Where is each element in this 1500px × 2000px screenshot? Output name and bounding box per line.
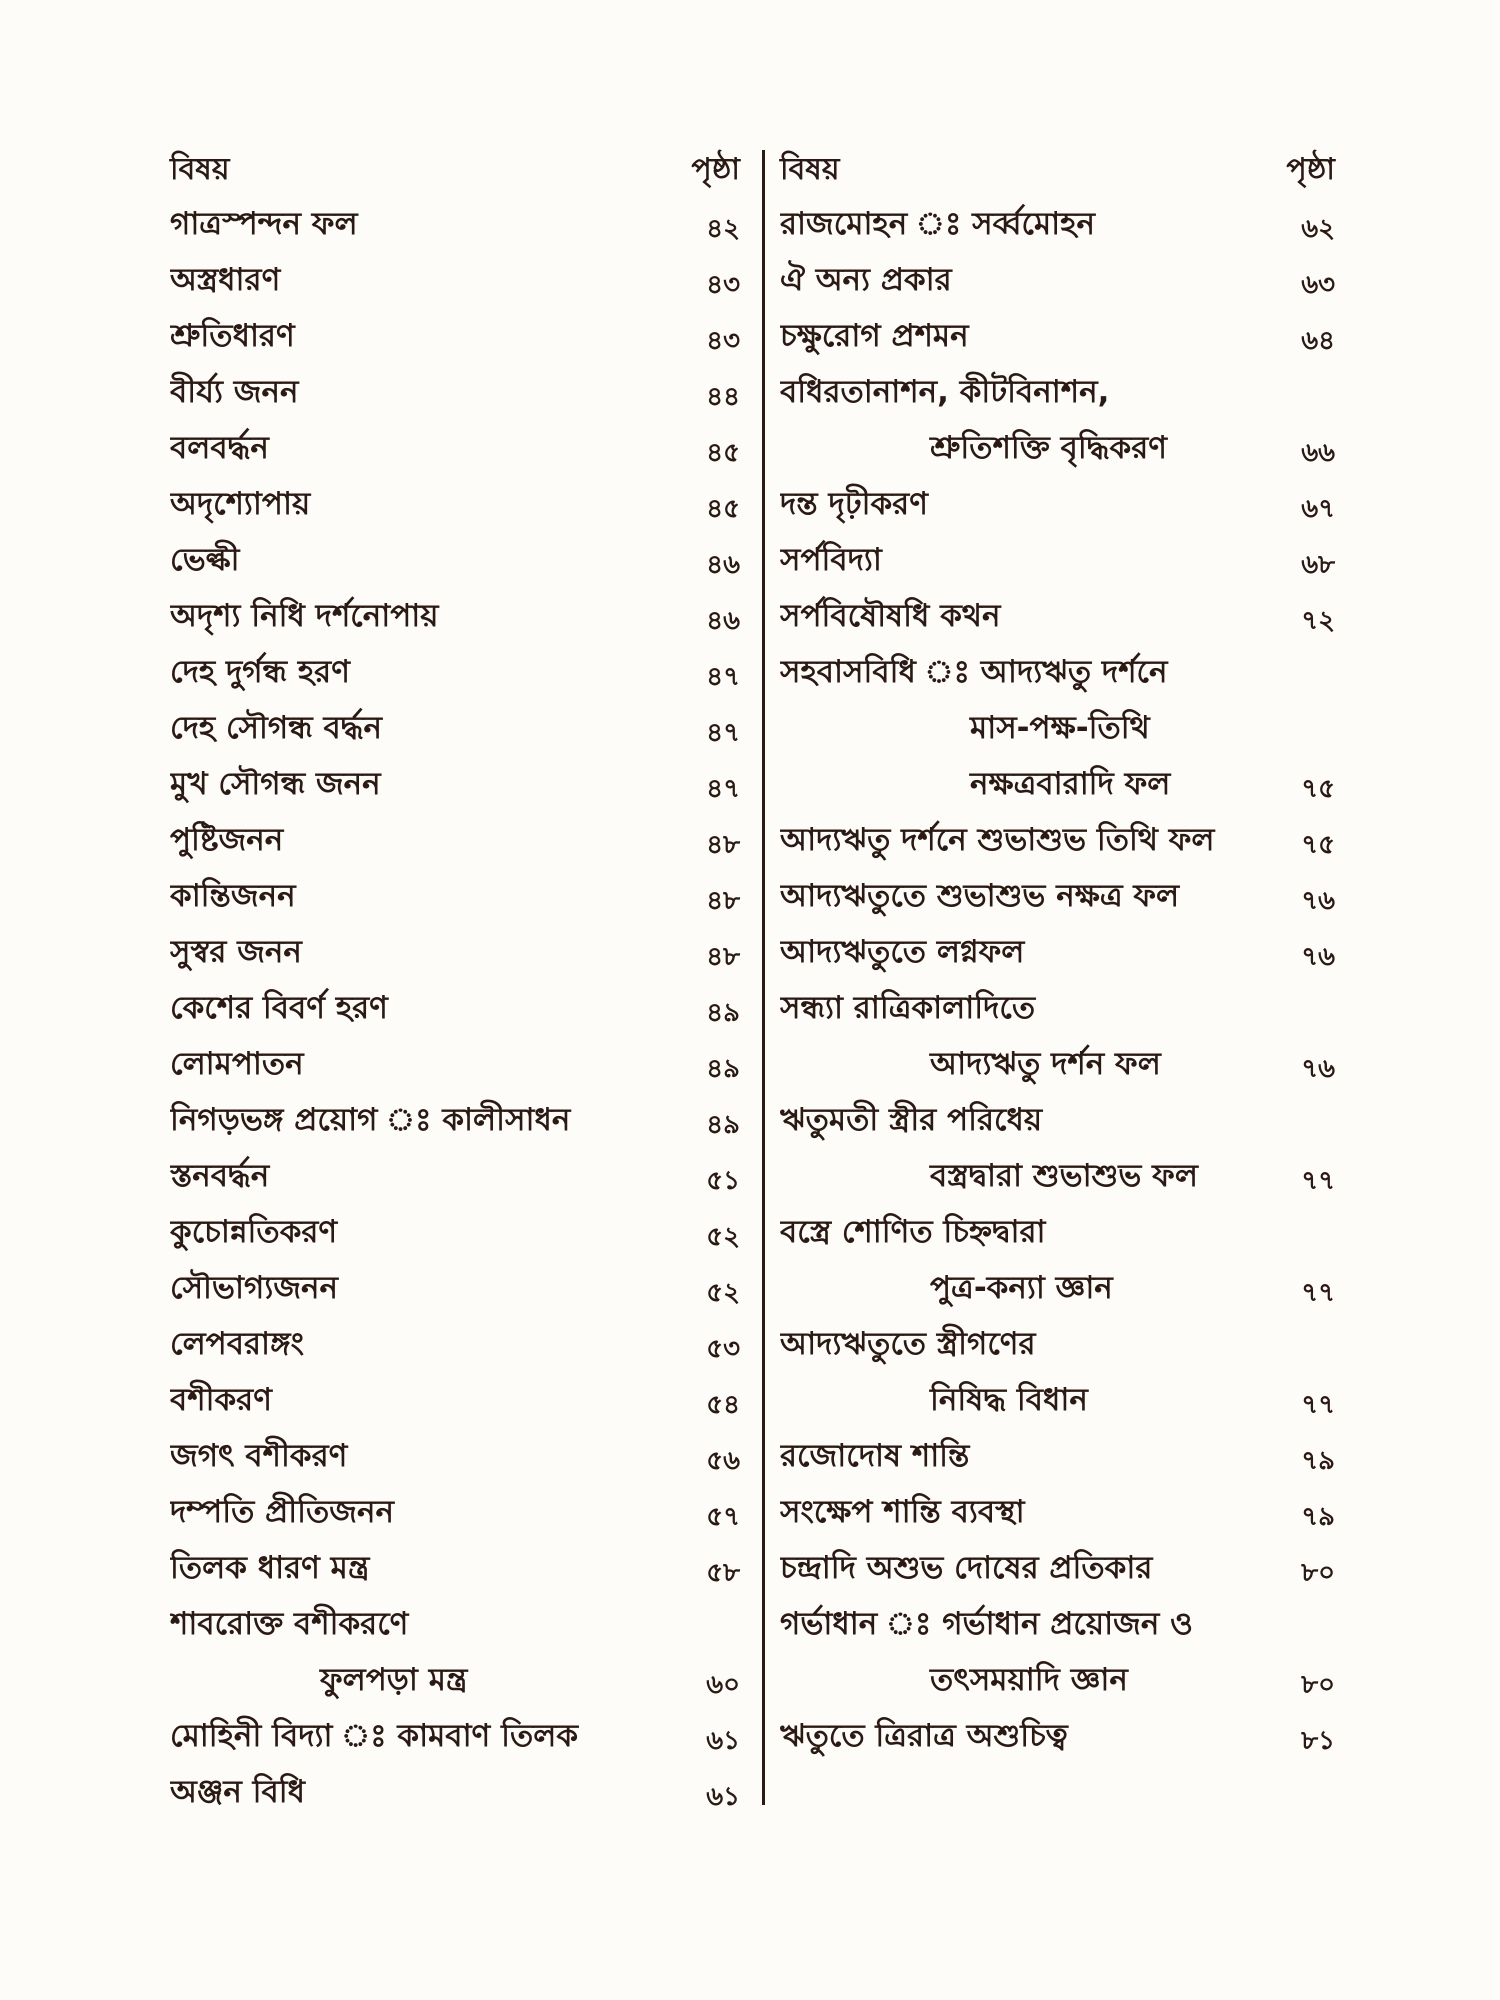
toc-entry: [170, 1260, 740, 1316]
toc-entry-title: বশীকরণ: [170, 1382, 272, 1418]
toc-list-right: [780, 196, 1335, 1764]
toc-entry-title: দন্ত দৃঢ়ীকরণ: [780, 486, 928, 522]
toc-entry-page: ৬৮: [1301, 550, 1335, 580]
toc-entry: [170, 1092, 740, 1148]
toc-entry: [780, 1148, 1335, 1204]
toc-entry: [780, 252, 1335, 308]
toc-entry-page: ৪৮: [706, 942, 740, 972]
toc-entry: [780, 1204, 1335, 1260]
toc-entry-title: শ্রুতিধারণ: [170, 318, 295, 354]
toc-entry: [170, 1204, 740, 1260]
toc-entry: [170, 532, 740, 588]
toc-entry-title: গাত্রস্পন্দন ফল: [170, 206, 358, 242]
toc-entry-title: বীর্য্য জনন: [170, 374, 299, 410]
page-heading: পৃষ্ঠা: [691, 152, 740, 187]
toc-entry-page: ৪৩: [706, 326, 740, 356]
toc-entry-title: ঋতুতে ত্রিরাত্র অশুচিত্ব: [780, 1718, 1068, 1754]
toc-entry-page: ৬৪: [1301, 326, 1335, 356]
toc-entry: [780, 1708, 1335, 1764]
toc-entry-title: লেপবরাঙ্গং: [170, 1326, 304, 1362]
column-divider: [762, 150, 765, 1805]
toc-entry: [170, 1428, 740, 1484]
toc-entry-title: সর্পবিদ্যা: [780, 542, 882, 578]
subject-heading: বিষয়: [780, 152, 840, 187]
toc-entry: [170, 420, 740, 476]
toc-entry-title: আদ্যঋতুতে স্ত্রীগণের: [780, 1326, 1036, 1362]
toc-entry-page: ৭৫: [1301, 774, 1335, 804]
toc-entry-page: ৪৮: [706, 830, 740, 860]
toc-entry: [780, 980, 1335, 1036]
toc-entry: [170, 700, 740, 756]
toc-entry-title: কেশের বিবর্ণ হরণ: [170, 990, 388, 1026]
toc-entry-page: ৪৭: [706, 774, 740, 804]
toc-entry-page: ৫৪: [706, 1390, 740, 1420]
toc-entry-page: ৬১: [706, 1782, 740, 1812]
toc-entry-page: ৭২: [1301, 606, 1335, 636]
toc-entry: [170, 1764, 740, 1820]
toc-entry-page: ৭৬: [1301, 942, 1335, 972]
toc-entry-title: নক্ষত্রবারাদি ফল: [970, 766, 1171, 802]
toc-entry-page: ৫৭: [706, 1502, 740, 1532]
toc-entry: [170, 196, 740, 252]
toc-entry: [170, 1372, 740, 1428]
toc-entry-title: সৌভাগ্যজনন: [170, 1270, 339, 1306]
toc-entry: [170, 308, 740, 364]
toc-entry-title: সর্পবিষৌষধি কথন: [780, 598, 1001, 634]
toc-entry-title: বস্ত্রে শোণিত চিহ্নদ্বারা: [780, 1214, 1046, 1250]
toc-entry: [780, 532, 1335, 588]
toc-entry-title: রাজমোহন ঃ সর্ব্বমোহন: [780, 206, 1095, 242]
toc-entry-title: আদ্যঋতুতে লগ্নফল: [780, 934, 1025, 970]
toc-entry: [780, 476, 1335, 532]
toc-entry-title: নিগড়ভঙ্গ প্রয়োগ ঃ কালীসাধন: [170, 1102, 571, 1138]
toc-entry-title: সহবাসবিধি ঃ আদ্যঋতু দর্শনে: [780, 654, 1168, 690]
toc-entry-title: আদ্যঋতুতে শুভাশুভ নক্ষত্র ফল: [780, 878, 1180, 914]
column-header: [780, 140, 1335, 196]
toc-entry: [170, 1484, 740, 1540]
toc-entry-title: অদৃশ্যোপায়: [170, 486, 311, 522]
toc-entry-page: ৪৬: [706, 550, 740, 580]
toc-entry: [170, 1148, 740, 1204]
toc-entry-title: দেহ দুর্গন্ধ হরণ: [170, 654, 350, 690]
toc-entry-page: ৭৯: [1301, 1446, 1335, 1476]
toc-entry-page: ৫১: [706, 1166, 740, 1196]
toc-entry: [780, 1036, 1335, 1092]
toc-entry-title: রজোদোষ শান্তি: [780, 1438, 970, 1474]
toc-entry-page: ৬৬: [1301, 438, 1335, 468]
toc-entry-title: জগৎ বশীকরণ: [170, 1438, 348, 1474]
toc-entry-title: চন্দ্রাদি অশুভ দোষের প্রতিকার: [780, 1550, 1153, 1586]
toc-entry-title: গর্ভাধান ঃ গর্ভাধান প্রয়োজন ও: [780, 1606, 1193, 1642]
toc-entry-title: অঞ্জন বিধি: [170, 1774, 305, 1810]
toc-entry-title: বলবর্দ্ধন: [170, 430, 269, 466]
toc-entry-page: ৬৩: [1301, 270, 1335, 300]
toc-entry-page: ৭৬: [1301, 1054, 1335, 1084]
toc-entry-page: ৮১: [1301, 1726, 1335, 1756]
toc-entry-title: নিষিদ্ধ বিধান: [930, 1382, 1088, 1418]
page-heading: পৃষ্ঠা: [1286, 152, 1335, 187]
toc-entry: [780, 364, 1335, 420]
toc-entry: [780, 756, 1335, 812]
toc-entry-page: ৫৬: [706, 1446, 740, 1476]
toc-entry-page: ৪৭: [706, 662, 740, 692]
toc-entry: [780, 1092, 1335, 1148]
toc-entry-title: মোহিনী বিদ্যা ঃ কামবাণ তিলক: [170, 1718, 579, 1754]
toc-entry-page: ৬২: [1301, 214, 1335, 244]
toc-entry-title: মুখ সৌগন্ধ জনন: [170, 766, 381, 802]
toc-entry-page: ৭৭: [1301, 1390, 1335, 1420]
toc-entry-page: ৪৯: [706, 1110, 740, 1140]
toc-entry-page: ৪৫: [706, 438, 740, 468]
toc-entry: [780, 1260, 1335, 1316]
toc-entry: [170, 868, 740, 924]
toc-entry: [170, 252, 740, 308]
toc-entry-page: ৪৮: [706, 886, 740, 916]
toc-entry-title: সন্ধ্যা রাত্রিকালাদিতে: [780, 990, 1036, 1026]
toc-list-left: [170, 196, 740, 1820]
toc-entry-title: পুত্র-কন্যা জ্ঞান: [930, 1270, 1113, 1306]
toc-entry-title: কান্তিজনন: [170, 878, 296, 914]
toc-entry: [780, 196, 1335, 252]
toc-entry-page: ৭৫: [1301, 830, 1335, 860]
toc-entry: [780, 420, 1335, 476]
toc-entry: [780, 588, 1335, 644]
toc-entry: [170, 1596, 740, 1652]
toc-entry: [780, 1596, 1335, 1652]
toc-entry-page: ৪৫: [706, 494, 740, 524]
toc-entry-page: ৪২: [706, 214, 740, 244]
toc-entry-title: তৎসময়াদি জ্ঞান: [930, 1662, 1128, 1698]
toc-entry-page: ৫২: [706, 1222, 740, 1252]
toc-entry-page: ৮০: [1301, 1670, 1335, 1700]
toc-entry: [780, 1316, 1335, 1372]
toc-entry: [780, 924, 1335, 980]
toc-entry: [170, 812, 740, 868]
toc-entry-title: লোমপাতন: [170, 1046, 304, 1082]
toc-entry-title: আদ্যঋতু দর্শন ফল: [930, 1046, 1161, 1082]
toc-entry-title: সুস্বর জনন: [170, 934, 302, 970]
toc-entry: [170, 476, 740, 532]
toc-entry-title: বস্ত্রদ্বারা শুভাশুভ ফল: [930, 1158, 1198, 1194]
toc-entry-page: ৪৯: [706, 1054, 740, 1084]
toc-entry-page: ৪৪: [706, 382, 740, 412]
toc-entry-page: ৫৩: [706, 1334, 740, 1364]
toc-entry: [170, 1540, 740, 1596]
toc-column-right: [780, 140, 1335, 1764]
toc-entry-title: স্তনবর্দ্ধন: [170, 1158, 270, 1194]
toc-entry-title: চক্ষুরোগ প্রশমন: [780, 318, 969, 354]
toc-entry-page: ৪৬: [706, 606, 740, 636]
toc-entry-page: ৫৮: [706, 1558, 740, 1588]
toc-entry-title: দেহ সৌগন্ধ বর্দ্ধন: [170, 710, 383, 746]
toc-entry-page: ৪৯: [706, 998, 740, 1028]
toc-entry-page: ৭৭: [1301, 1166, 1335, 1196]
toc-entry: [780, 1428, 1335, 1484]
toc-entry: [170, 644, 740, 700]
toc-entry: [780, 1652, 1335, 1708]
toc-entry-page: ৬৭: [1301, 494, 1335, 524]
column-header: [170, 140, 740, 196]
toc-entry-page: ৭৬: [1301, 886, 1335, 916]
toc-entry: [780, 812, 1335, 868]
toc-entry: [170, 364, 740, 420]
toc-entry-page: ৪৩: [706, 270, 740, 300]
toc-entry: [780, 1484, 1335, 1540]
toc-entry: [780, 1540, 1335, 1596]
toc-entry-title: সংক্ষেপ শান্তি ব্যবস্থা: [780, 1494, 1025, 1530]
toc-entry-title: শাবরোক্ত বশীকরণে: [170, 1606, 409, 1642]
toc-entry: [780, 308, 1335, 364]
toc-entry-title: বধিরতানাশন, কীটবিনাশন,: [780, 374, 1110, 410]
toc-column-left: [170, 140, 740, 1820]
toc-entry: [170, 980, 740, 1036]
toc-entry-title: কুচোন্নতিকরণ: [170, 1214, 338, 1250]
toc-entry: [170, 924, 740, 980]
toc-entry-title: অদৃশ্য নিধি দর্শনোপায়: [170, 598, 439, 634]
toc-entry-title: দম্পতি প্রীতিজনন: [170, 1494, 395, 1530]
toc-entry-page: ৭৯: [1301, 1502, 1335, 1532]
toc-entry-title: ঋতুমতী স্ত্রীর পরিধেয়: [780, 1102, 1043, 1138]
toc-entry-page: ৬০: [706, 1670, 740, 1700]
toc-entry-page: ৭৭: [1301, 1278, 1335, 1308]
toc-entry: [780, 644, 1335, 700]
toc-entry: [170, 756, 740, 812]
toc-entry-title: ফুলপড়া মন্ত্র: [320, 1662, 468, 1698]
toc-entry-title: আদ্যঋতু দর্শনে শুভাশুভ তিথি ফল: [780, 822, 1215, 858]
toc-entry-title: অস্ত্রধারণ: [170, 262, 281, 298]
subject-heading: বিষয়: [170, 152, 230, 187]
toc-entry-title: পুষ্টিজনন: [170, 822, 284, 858]
toc-entry: [170, 1652, 740, 1708]
toc-entry-title: তিলক ধারণ মন্ত্র: [170, 1550, 370, 1586]
toc-entry: [780, 1372, 1335, 1428]
toc-entry-page: ৫২: [706, 1278, 740, 1308]
toc-entry-title: শ্রুতিশক্তি বৃদ্ধিকরণ: [930, 430, 1168, 466]
toc-entry-title: ঐ অন্য প্রকার: [780, 262, 952, 298]
toc-entry: [780, 868, 1335, 924]
toc-entry-title: ভেল্কী: [170, 542, 240, 578]
toc-entry: [170, 1708, 740, 1764]
toc-entry-title: মাস-পক্ষ-তিথি: [970, 710, 1150, 746]
toc-entry: [170, 1036, 740, 1092]
toc-entry-page: ৪৭: [706, 718, 740, 748]
toc-entry: [170, 588, 740, 644]
toc-entry-page: ৬১: [706, 1726, 740, 1756]
toc-entry-page: ৮০: [1301, 1558, 1335, 1588]
toc-entry: [170, 1316, 740, 1372]
toc-entry: [780, 700, 1335, 756]
